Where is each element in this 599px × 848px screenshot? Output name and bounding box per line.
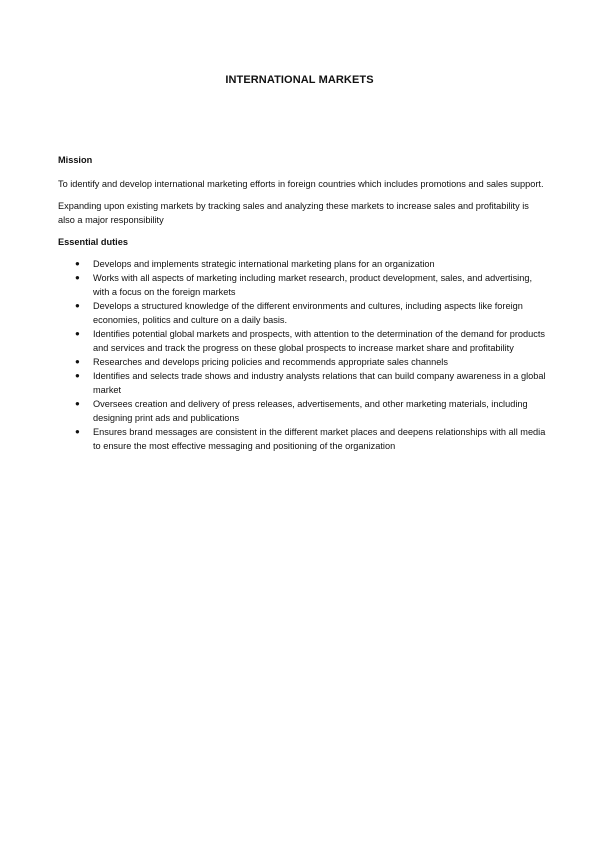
list-item-text: Ensures brand messages are consistent in the different market places and deepens relationships with all media to ensure the most effective messaging and positioning of the organization	[93, 427, 546, 451]
list-item	[75, 257, 548, 271]
document-body	[58, 153, 548, 453]
bullet-icon: ●	[75, 427, 80, 436]
mission-paragraph-1: To identify and develop international marketing efforts in foreign countries which includes promotions and sales support.	[58, 179, 544, 189]
mission-paragraph-2: Expanding upon existing markets by tracking sales and analyzing these markets to increase sales and profitability is also a major responsibility	[58, 201, 529, 225]
list-item	[75, 425, 548, 453]
list-item-text: Identifies and selects trade shows and industry analysts relations that can build company awareness in a global market	[93, 371, 546, 395]
list-item-text: Develops and implements strategic international marketing plans for an organization	[93, 259, 435, 269]
mission-heading: Mission	[58, 155, 93, 165]
list-item	[75, 355, 548, 369]
duties-list	[58, 257, 548, 453]
bullet-icon: ●	[75, 329, 80, 338]
bullet-icon: ●	[75, 259, 80, 268]
list-item-text: Identifies potential global markets and prospects, with attention to the determination of the demand for products and services and track the progress on these global prospects to increase market share and profitability	[93, 329, 545, 353]
list-item	[75, 299, 548, 327]
bullet-icon: ●	[75, 301, 80, 310]
bullet-icon: ●	[75, 399, 80, 408]
list-item-text: Develops a structured knowledge of the different environments and cultures, including aspects like foreign economies, politics and culture on a daily basis.	[93, 301, 523, 325]
bullet-icon: ●	[75, 357, 80, 366]
list-item-text: Oversees creation and delivery of press releases, advertisements, and other marketing materials, including designing print ads and publications	[93, 399, 528, 423]
list-item	[75, 397, 548, 425]
list-item-text: Researches and develops pricing policies and recommends appropriate sales channels	[93, 357, 448, 367]
bullet-icon: ●	[75, 273, 80, 282]
list-item-text: Works with all aspects of marketing including market research, product development, sales, and advertising, with a focus on the foreign markets	[93, 273, 532, 297]
page-title: INTERNATIONAL MARKETS	[225, 74, 374, 86]
essential-duties-heading: Essential duties	[58, 237, 128, 247]
list-item	[75, 369, 548, 397]
list-item	[75, 271, 548, 299]
list-item	[75, 327, 548, 355]
bullet-icon: ●	[75, 371, 80, 380]
